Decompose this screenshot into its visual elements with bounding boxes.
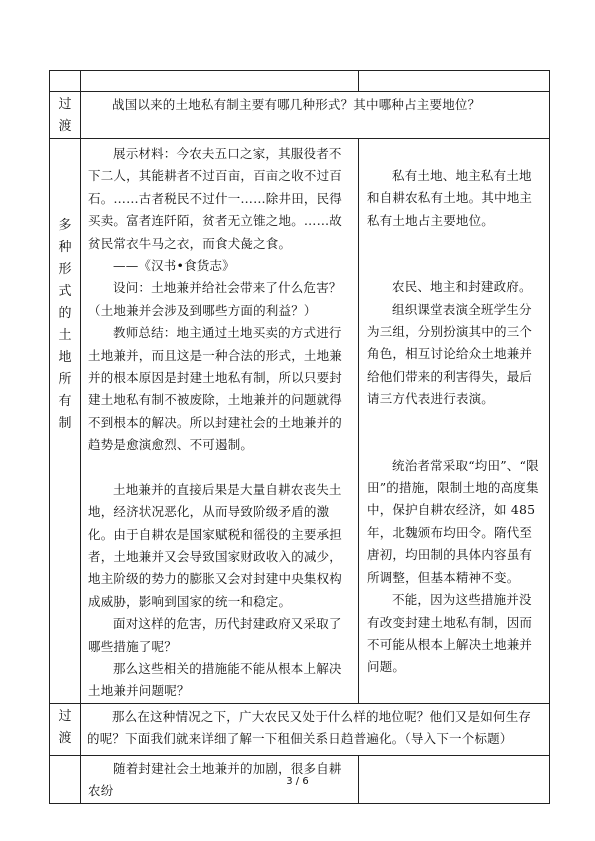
question-text: 设问：土地兼并给社会带来了什么危害？（土地兼并会涉及到哪些方面的利益？）	[88, 280, 342, 318]
citation: ——《汉书•食货志》	[113, 258, 235, 274]
transition-label: 过渡	[58, 708, 72, 746]
answer-3: 组织课堂表演全班学生分为三组，分别扮演其中的三个角色，相互讨论给众土地兼并给他们带来的利害得失，最后请三方代表进行表演。	[367, 301, 533, 407]
transition-text: 那么在这种情况之下，广大农民又处于什么样的地位呢？他们又是如何生存的呢？下面我们就来详细了解一下租佃关系日趋普遍化。（导入下一个标题）	[87, 708, 532, 747]
transition-text-cell	[81, 92, 550, 139]
lesson-table	[49, 70, 550, 804]
answer-1: 私有土地、地主私有土地和自耕农私有土地。其中地主私有土地占主要地位。	[367, 168, 533, 228]
summary-text: 教师总结：地主通过土地买卖的方式进行土地兼并，而且这是一种合法的形式，土地兼并的根本原因是封建土地私有制，所以只要封建土地私有制不被废除，土地兼并的问题就得不到根本的解决。所以封建社会的土地兼并的趋势是愈演愈烈、不可遏制。	[88, 325, 343, 453]
section-label	[50, 703, 81, 755]
answer-5: 不能，因为这些措施并没有改变封建土地私有制，因而不可能从根本上解决土地兼并问题。	[367, 592, 533, 675]
section-label	[50, 92, 81, 139]
transition-label: 过渡	[58, 97, 72, 134]
empty-cell	[81, 71, 359, 92]
transition-row-2	[50, 703, 550, 755]
transition-row-1	[50, 92, 550, 139]
material-text: 展示材料：今农夫五口之家，其服役者不下二人，其能耕者不过百亩，百亩之收不过百石。……古者税民不过什一……除井田，民得买卖。富者连阡陌，贫者无立锥之地。……故贫民常衣牛马之衣，而食犬彘之食。	[88, 146, 343, 251]
consequence-text: 土地兼并的直接后果是大量自耕农丧失土地，经济状况恶化，从而导致阶级矛盾的激化。由于自耕农是国家赋税和徭役的主要承担者，土地兼并又会导致国家财政收入的减少，地主阶级的势力的膨胀又会对封建中央集权构成威胁，影响到国家的统一和稳定。	[88, 481, 343, 609]
question-2-text: 面对这样的危害，历代封建政府又采取了哪些措施了呢？	[88, 616, 342, 654]
answer-2: 农民、地主和封建政府。	[392, 279, 532, 295]
page-number: 3 / 6	[286, 776, 309, 787]
student-activity-cell	[359, 139, 550, 704]
transition-text-cell	[81, 703, 550, 755]
section-label-cell	[50, 139, 81, 704]
question-3-text: 那么这些相关的措施能不能从根本上解决土地兼并问题呢？	[88, 660, 342, 699]
empty-top-row	[50, 71, 550, 92]
empty-cell	[50, 71, 81, 92]
answer-4: 统治者常采取“均田”、“限田”的措施，限制土地的高度集中，保护自耕农经济，如 485 年，北魏颁布均田令。隋代至唐初，均田制的具体内容虽有所调整，但基本精神不变。	[367, 457, 539, 585]
teacher-activity-cell	[81, 139, 359, 704]
empty-cell	[359, 71, 550, 92]
section-label: 多种形式的土地所有制	[58, 218, 72, 431]
transition-text: 战国以来的土地私有制主要有哪几种形式？其中哪种占主要地位？	[112, 97, 481, 112]
last-text: 随着封建社会土地兼并的加剧，很多自耕农纷	[88, 760, 342, 799]
main-row	[50, 139, 550, 704]
